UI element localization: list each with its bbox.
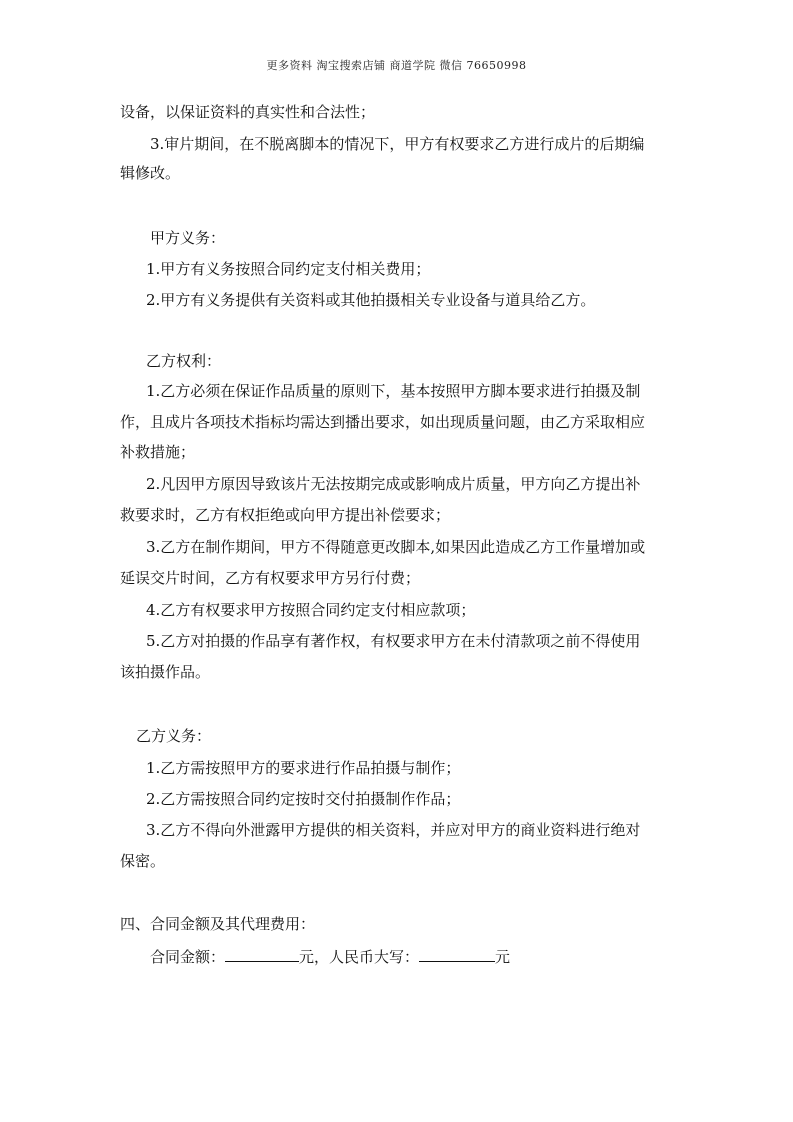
text-line: 1.甲方有义务按照合同约定支付相关费用；	[146, 260, 431, 278]
text-line: 保密。	[120, 852, 166, 870]
amount-unit-label-2: 元	[495, 948, 511, 966]
text-line: 3.乙方在制作期间，甲方不得随意更改脚本,如果因此造成乙方工作量增加或	[146, 538, 646, 556]
text-line: 该拍摄作品。	[120, 663, 211, 681]
text-line: 2.凡因甲方原因导致该片无法按期完成或影响成片质量，甲方向乙方提出补	[146, 475, 641, 493]
text-line: 2.甲方有义务提供有关资料或其他拍摄相关专业设备与道具给乙方。	[146, 291, 596, 309]
text-line: 延误交片时间，乙方有权要求甲方另行付费；	[120, 569, 421, 587]
text-line: 4.乙方有权要求甲方按照合同约定支付相应款项；	[146, 601, 476, 619]
section-heading-contract-amount: 四、合同金额及其代理费用：	[120, 915, 316, 933]
section-heading-party-b-rights: 乙方权利：	[146, 352, 222, 370]
text-line: 3.乙方不得向外泄露甲方提供的相关资料，并应对甲方的商业资料进行绝对	[146, 821, 641, 839]
section-heading-party-a-obligations: 甲方义务：	[150, 229, 226, 247]
amount-unit-label: 元，人民币大写：	[299, 948, 420, 966]
text-line: 救要求时，乙方有权拒绝或向甲方提出补偿要求；	[120, 506, 451, 524]
text-line: 作，且成片各项技术指标均需达到播出要求，如出现质量问题，由乙方采取相应	[120, 413, 646, 431]
text-line: 1.乙方需按照甲方的要求进行作品拍摄与制作；	[146, 759, 461, 777]
page-header-watermark: 更多资料 淘宝搜索店铺 商道学院 微信 76650998	[266, 59, 527, 72]
text-line: 5.乙方对拍摄的作品享有著作权，有权要求甲方在未付清款项之前不得使用	[146, 632, 641, 650]
text-line: 1.乙方必须在保证作品质量的原则下，基本按照甲方脚本要求进行拍摄及制	[146, 382, 641, 400]
amount-uppercase-blank-field[interactable]	[419, 945, 495, 962]
text-line: 3.审片期间，在不脱离脚本的情况下，甲方有权要求乙方进行成片的后期编	[150, 135, 645, 153]
text-line: 2.乙方需按照合同约定按时交付拍摄制作作品；	[146, 790, 461, 808]
text-line: 辑修改。	[120, 164, 181, 182]
contract-amount-line	[150, 945, 510, 967]
text-line: 设备，以保证资料的真实性和合法性；	[120, 103, 376, 121]
text-line: 补救措施；	[120, 443, 196, 461]
section-heading-party-b-obligations: 乙方义务：	[136, 727, 212, 745]
amount-blank-field[interactable]	[225, 945, 299, 962]
amount-label: 合同金额：	[150, 948, 226, 966]
